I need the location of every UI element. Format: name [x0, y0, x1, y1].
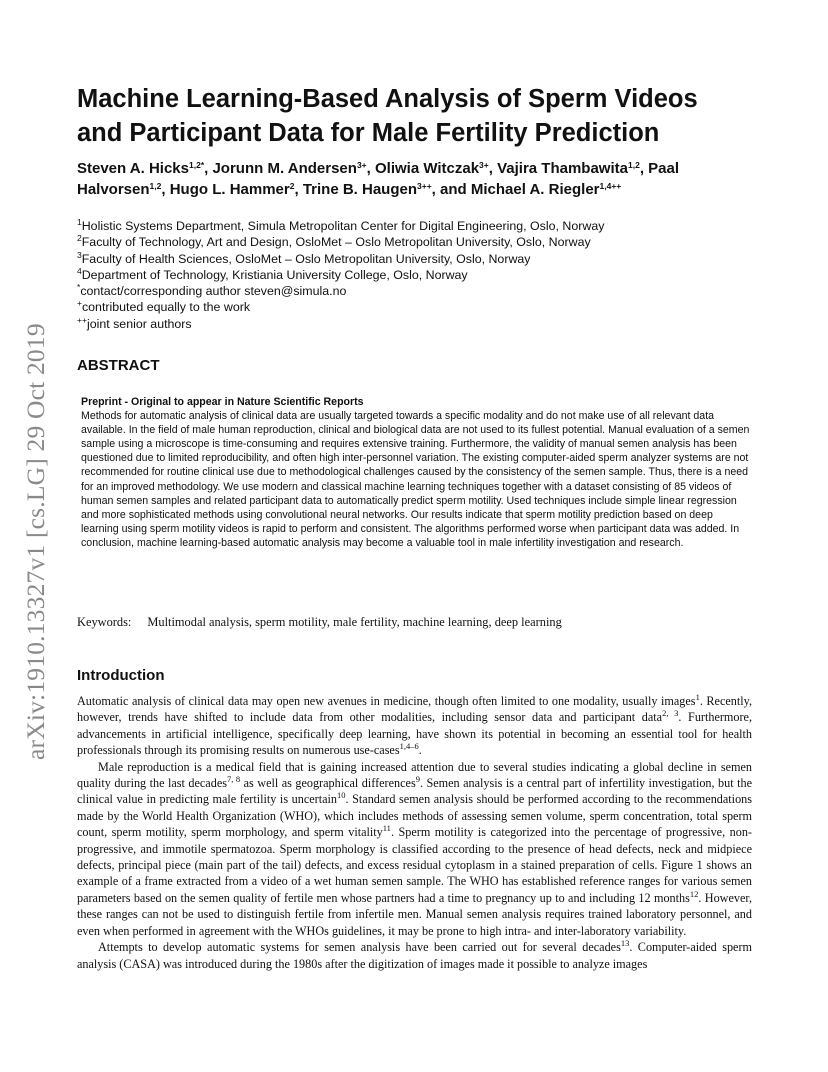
- affiliation-text: Faculty of Technology, Art and Design, OsloMet – Oslo Metropolitan University, Oslo, Norway: [81, 235, 591, 250]
- affiliation-mark: 2: [77, 233, 82, 244]
- affiliation-mark: +: [77, 298, 82, 309]
- citation: 13: [620, 938, 630, 949]
- affiliation-item: [77, 267, 777, 283]
- author-name: Oliwia Witczak: [374, 160, 480, 177]
- affiliation-mark: *: [77, 282, 81, 293]
- citation: 7, 8: [226, 774, 241, 785]
- paragraph-text: Automatic analysis of clinical data may open new avenues in medicine, though often limited to one modality, usually images: [77, 694, 696, 708]
- affiliation-item: [77, 299, 777, 315]
- paragraph-text: . Recently, however, trends have shifted to include data from other modalities, including sensor data and participant data: [77, 694, 753, 725]
- paragraph-text: Male reproduction is a medical field that is gaining increased attention due to several studies indicating a global decline in semen quality during the last decades: [77, 759, 752, 791]
- keywords-label: Keywords:: [77, 615, 132, 629]
- affiliation-item: [77, 218, 777, 234]
- paragraph-text: . Standard semen analysis should be performed according to the recommendations made by the World Health Organization (WHO), which includes methods of assessing semen volume, sperm concentration, total sperm count, sperm motility, sperm morphology, and sperm vitality: [77, 792, 752, 840]
- arxiv-identifier: arXiv:1910.13327v1 [cs.LG] 29 Oct 2019: [21, 323, 50, 760]
- author-affiliation-mark: 3++: [417, 181, 432, 191]
- author-name: Jorunn M. Andersen: [212, 160, 357, 177]
- author-affiliation-mark: 1,2: [149, 181, 162, 191]
- author-name: Vajira Thambawita: [497, 160, 628, 177]
- author-name: Paal Halvorsen: [77, 160, 680, 198]
- introduction-body: [77, 693, 752, 972]
- author-conjunction: and: [440, 181, 467, 198]
- paragraph: [77, 759, 752, 939]
- citation: 11: [382, 823, 391, 834]
- paragraph-text: . Furthermore, advancements in artificial intelligence, specifically deep learning, have shown its potential in becoming an essential tool for health professionals through its promising results on numerous use-cases: [77, 710, 753, 758]
- citation: 9: [415, 774, 420, 785]
- affiliation-mark: 4: [77, 265, 82, 276]
- paragraph-text: .: [418, 743, 422, 758]
- affiliation-item: [77, 234, 777, 250]
- author-name: Trine B. Haugen: [302, 181, 417, 198]
- affiliation-text: contact/corresponding author steven@simula.no: [80, 284, 347, 299]
- author-affiliation-mark: 1,2: [627, 160, 640, 170]
- affiliation-mark: 1: [77, 217, 82, 227]
- affiliation-text: joint senior authors: [86, 316, 192, 331]
- paragraph-text: as well as geographical differences: [240, 776, 416, 791]
- abstract-subheading: Preprint - Original to appear in Nature Scientific Reports: [81, 396, 364, 408]
- affiliation-mark: 3: [77, 249, 82, 260]
- abstract-text: Methods for automatic analysis of clinical data are usually targeted towards a specific modality and do not make use of all relevant data available. In the field of male human reproduction, clinical and biological data are not used to its fullest potential. Manual evaluation of a semen sample using a microscope is time-consuming and requires extensive training. Furthermore, the validity of manual semen analysis has been questioned due to limited reproducibility, and often high inter-personnel variation. The existing computer-aided sperm analyzer systems are not recommended for routine clinical use due to methodological challenges caused by the consistency of the semen sample. Thus, there is a need for an improved methodology. We use modern and classical machine learning techniques together with a dataset consisting of 85 videos of human semen samples and related participant data to automatically predict sperm motility. Used techniques include simple linear regression and more sophisticated methods using convolutional neural networks. Our results indicate that sperm motility prediction based on deep learning using sperm motility videos is rapid to perform and consistent. The algorithms performed worse when participant data was added. In conclusion, machine learning-based automatic analysis may become a valuable tool in male infertility investigation and research.: [81, 410, 750, 549]
- affiliation-item: [77, 283, 777, 299]
- title-line-1: Machine Learning-Based Analysis of Sperm Videos: [77, 85, 698, 113]
- abstract-body: [81, 395, 751, 550]
- affiliation-mark: ++: [77, 314, 87, 325]
- affiliation-text: contributed equally to the work: [81, 300, 251, 315]
- paragraph-text: . Semen analysis is a central part of infertility investigation, but the clinical value in predicting male fertility is uncertain: [77, 776, 752, 807]
- author-name: Steven A. Hicks: [77, 160, 189, 177]
- paragraph-text: . Sperm motility is categorized into the percentage of progressive, non-progressive, and immotile spermatozoa. Sperm morphology is classified according to the presence of head defects, neck and midpiece defects, principal piece (main part of the tail) defects, and excess residual cytoplasm in a stained preparation of cells. Figure 1 shows an example of a frame extracted from a video of a wet human semen sample. The WHO has established reference ranges for various semen parameters based on the semen quality of fertile men whose partners had a time to pregnancy up to and including 12 months: [77, 825, 752, 905]
- paragraph-text: . Computer-aided sperm analysis (CASA) was introduced during the 1980s after the digitization of images made it possible to analyze images: [77, 940, 752, 971]
- paragraph: [77, 939, 752, 972]
- author-affiliation-mark: 3+: [356, 160, 367, 170]
- section-heading-introduction: Introduction: [77, 667, 165, 684]
- citation: 1: [695, 692, 700, 702]
- author-affiliation-mark: 3+: [479, 160, 489, 170]
- abstract-heading: ABSTRACT: [77, 357, 160, 374]
- affiliation-item: [77, 316, 777, 332]
- author-name: Hugo L. Hammer: [169, 181, 290, 198]
- author-list: Steven A. Hicks$^{1,2*}$, Jorunn M. Andersen$^{3+}$, Oliwia Witczak$^{3+}$, Vajira Thambawita$^{1,2}$, Paal Halvorsen$^{1,2}$, Hugo L. Hammer$^2$, Trine B. Haugen$^{3++}$, and Michael A. Riegler$^{1,4++}$: [77, 160, 680, 198]
- affiliation-text: Holistic Systems Department, Simula Metropolitan Center for Digital Engineering, Oslo, Norway: [81, 219, 605, 233]
- citation: 10: [337, 790, 346, 801]
- paragraph-text: . However, these ranges can not be used to distinguish fertile from infertile men. Manual semen analysis requires trained laboratory personnel, and even when performed in agreement with the WHOs guidelines, it may be prone to high intra- and inter-laboratory variability.: [77, 890, 752, 938]
- citation: 2, 3: [662, 708, 679, 719]
- arxiv-side-stamp: [21, 290, 61, 760]
- author-affiliation-mark: 1,4++: [599, 181, 622, 191]
- author-affiliation-mark: 2: [289, 181, 295, 191]
- paragraph-text: Attempts to develop automatic systems for semen analysis have been carried out for several decades: [98, 940, 621, 955]
- citation: 12: [689, 888, 699, 899]
- paragraph: [77, 693, 752, 759]
- keywords-text: Multimodal analysis, sperm motility, male fertility, machine learning, deep learning: [147, 615, 562, 629]
- author-affiliation-mark: 1,2*: [189, 160, 205, 170]
- author-name: Michael A. Riegler: [470, 181, 600, 198]
- affiliation-item: [77, 251, 777, 267]
- paper-title: [77, 82, 777, 150]
- title-line-2: and Participant Data for Male Fertility Prediction: [77, 119, 660, 147]
- affiliation-text: Faculty of Health Sciences, OsloMet – Oslo Metropolitan University, Oslo, Norway: [81, 251, 531, 266]
- keywords-line: [77, 615, 562, 630]
- affiliation-list: [77, 218, 777, 332]
- citation: 1,4–6: [399, 741, 419, 752]
- affiliation-text: Department of Technology, Kristiania University College, Oslo, Norway: [81, 267, 468, 282]
